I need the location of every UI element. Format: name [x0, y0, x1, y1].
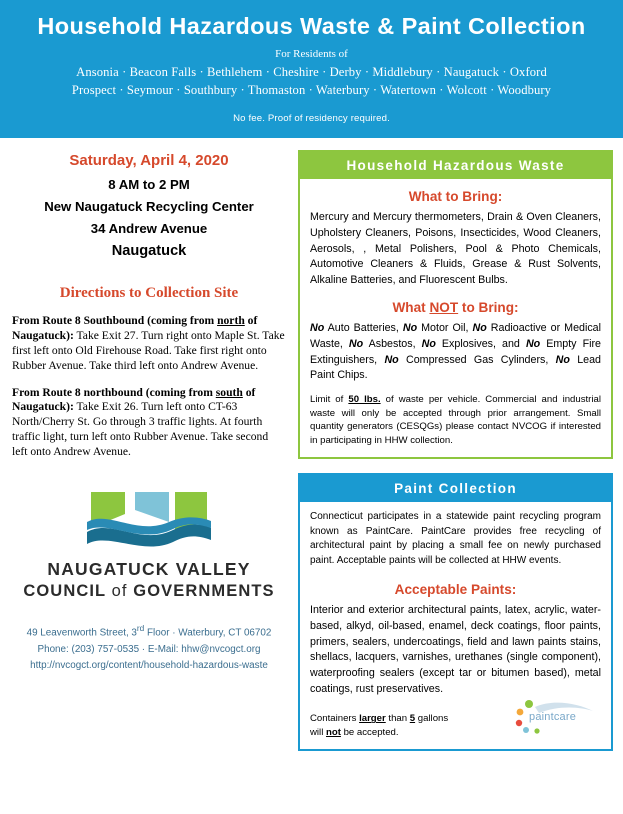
org-name-line-1: NAUGATUCK VALLEY — [47, 558, 251, 579]
container-note-not: not — [326, 726, 341, 738]
directions-southbound-body: Take Exit 27. Turn right onto Maple St. Take first left onto Old Firehouse Road. Take first right onto Rubber Avenue. Take third left onto Andrew Avenue. — [12, 329, 285, 372]
org-governments-word: GOVERNMENTS — [133, 581, 275, 600]
org-council-word: COUNCIL — [23, 581, 112, 600]
container-size-note — [310, 712, 510, 739]
hhw-limit-note — [310, 393, 601, 447]
right-column — [296, 138, 623, 765]
paint-intro: Connecticut participates in a statewide paint recycling program known as PaintCare. PaintCare provides free recycling of architectural paint by placing a small fee on newly purchased paint. Acceptable paints will be collected at HHW events. — [310, 511, 601, 566]
event-date: Saturday, April 4, 2020 — [69, 152, 229, 170]
contact-website[interactable]: http://nvcogct.org/content/household-hazardous-waste — [30, 659, 268, 671]
fee-note: No fee. Proof of residency required. — [233, 113, 390, 125]
directions-northbound-body: Take Exit 26. Turn left onto CT-63 North/Cherry St. Go through 3 traffic lights. At fourth traffic light, turn left onto Rubber Avenue. Take second left onto Andrew Avenue. — [12, 400, 269, 458]
limit-note-emphasis: 50 lbs. — [348, 393, 381, 405]
event-town: Naugatuck — [111, 243, 187, 260]
org-of-word: of — [111, 581, 134, 600]
paintcare-wordmark: paintcare — [529, 711, 577, 724]
paint-panel-body — [300, 502, 611, 749]
what-not-to-bring-title — [310, 300, 601, 315]
contact-info — [12, 622, 286, 674]
container-note-e: gallons — [415, 713, 449, 725]
acceptable-paints-body: Interior and exterior architectural paints, latex, acrylic, water-based, alkyd, oil-based, enamel, deck coatings, floor paints, primers, sealers, undercoatings, field and lawn paints stains, shellacs, lacquers, varnishes, urethanes (single component), waterproofing sealers (except tar or bitumen based), metal coatings, rust preservatives. — [310, 604, 601, 695]
towns-line-1: Ansonia · Beacon Falls · Bethlehem · Cheshire · Derby · Middlebury · Naugatuck · Oxford — [76, 64, 547, 79]
directions-title: Directions to Collection Site — [59, 285, 239, 302]
paint-panel-heading: Paint Collection — [300, 475, 611, 502]
what-to-bring-body: Mercury and Mercury thermometers, Drain & Oven Cleaners, Upholstery Cleaners, Poisons, Insecticides, Wood Cleaners, Aerosols, , Metal Polishers, Pool & Photo Chemicals, Automotive Cleaners & Fluids, Grease & Rust Solvents, Alkaline Batteries, and Fluorescent Bulbs. — [310, 211, 601, 286]
limit-note-pre: Limit of — [310, 393, 349, 405]
not-bring-emphasis: NOT — [429, 300, 459, 316]
paint-panel — [298, 473, 613, 751]
hhw-panel-heading: Household Hazardous Waste — [300, 152, 611, 179]
container-note-five: 5 — [409, 713, 416, 725]
container-note-f: will — [310, 726, 326, 738]
contact-address: 49 Leavenworth Street, 3rd Floor · Waterbury, CT 06702 — [26, 623, 272, 639]
event-details — [12, 152, 286, 259]
for-residents-label: For Residents of — [275, 47, 348, 60]
page-title: Household Hazardous Waste & Paint Collection — [37, 13, 586, 39]
paintcare-logo-icon — [515, 697, 601, 737]
content-area — [0, 138, 623, 765]
directions-northbound: From Route 8 northbound (coming from south of Naugatuck): Take Exit 26. Turn left onto CT-63 North/Cherry St. Go through 3 traffic lights. At fourth traffic light, turn left onto Rubber Avenue. Take second left onto Andrew Avenue. — [12, 385, 269, 458]
container-note-c: than — [385, 713, 410, 725]
acceptable-paints-title: Acceptable Paints: — [394, 582, 517, 598]
what-to-bring-title: What to Bring: — [408, 189, 503, 205]
event-address: 34 Andrew Avenue — [90, 221, 208, 237]
nvcog-logo-icon — [85, 488, 213, 550]
event-venue: New Naugatuck Recycling Center — [44, 199, 254, 215]
container-note-h: be accepted. — [340, 726, 399, 738]
not-bring-post: to Bring: — [458, 300, 519, 316]
org-name-line-2 — [12, 581, 286, 602]
towns-line-2: Prospect · Seymour · Southbury · Thomaston · Waterbury · Watertown · Wolcott · Woodbury — [71, 83, 552, 98]
what-not-to-bring-body: No Auto Batteries, No Motor Oil, No Radioactive or Medical Waste, No Asbestos, No Explosives, and No Empty Fire Extinguishers, No Compressed Gas Cylinders, No Lead Paint Chips. — [310, 322, 601, 382]
container-note-a: Containers — [310, 713, 360, 725]
container-note-larger: larger — [359, 713, 386, 725]
page-header — [0, 0, 623, 138]
organization-logo-block — [12, 488, 286, 602]
contact-phone-email: Phone: (203) 757-0535 · E-Mail: hhw@nvcogct.org — [37, 643, 261, 655]
paint-footer — [310, 697, 601, 739]
directions-southbound: From Route 8 Southbound (coming from north of Naugatuck): Take Exit 27. Turn right onto Maple St. Take first left onto Old Firehouse Road. Take first right onto Rubber Avenue. Take third left onto Andrew Avenue. — [12, 314, 285, 372]
limit-note-post: of waste per vehicle. Commercial and industrial waste will only be accepted through prior arrangement. Small quantity generators (CESQGs) please contact NVCOG if interested in participating in HHW collection. — [310, 393, 601, 446]
not-bring-pre: What — [392, 300, 430, 316]
left-column — [0, 138, 296, 765]
event-time: 8 AM to 2 PM — [108, 177, 190, 193]
organization-name — [12, 558, 286, 602]
hhw-panel-body — [300, 179, 611, 457]
hhw-panel — [298, 150, 613, 459]
